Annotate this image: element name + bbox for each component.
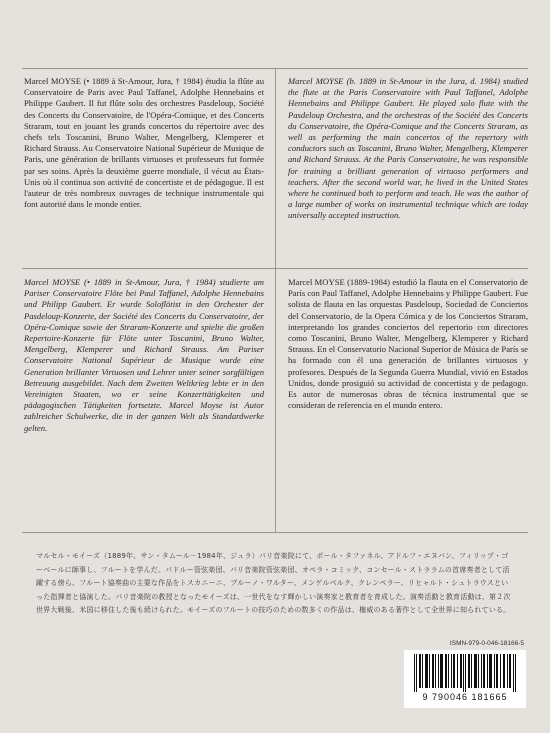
barcode-number: 9 790046 181665 xyxy=(422,692,508,702)
japanese-biography: マルセル・モイーズ（1889年、サン・タムール－1984年、ジュラ）パリ音楽院にて、ポール・タファネル、アドルフ・エヌバン、フィリップ・ゴーベールに師事し、フルートを学んだ。パドルー管弦楽団、パリ音楽院管弦楽団、オペラ・コミック、コンセール・ストララムの首席奏者として活躍する傍ら、フルート協奏曲の主要な作品をトスカニーニ、ブルーノ・ワルター、メンゲルベルク、クレンペラー、リヒャルト・シュトラウスといった指揮者と協演した。パリ音楽院の教授となったモイーズは、一世代をなす輝かしい演奏家と教育者を育成した。演奏活動と教育活動は、第２次世界大戦後、米国に移住した後も続けられた。モイーズのフルートの技巧のための数多くの作品は、権威のある著作として全世界に知られている。 xyxy=(36,552,511,615)
spanish-biography: Marcel MOYSE (1889-1984) estudió la flauta en el Conservatorio de París con Paul Taffanel, Adolphe Hennebains y Philippe Gaubert. Fue solista de flauta en las orquestas Pasdeloup, Sociedad de Conciertos del Conservatorio, de la Opera Cómica y de los Conciertos Straram, interpretando los grandes conciertos del repertorio con directores como Toscanini, Bruno Walter, Mengelberg, Klemperer y Richard Strauss. En el Conservatorio Nacional Superior de Música de París se ha formado con él una generación de brillantes virtuosos y profesores. Después de la Segunda Guerra Mundial, vivió en Estados Unidos, donde prosiguió su actividad de concertista y de pedagogo. Es autor de numerosas obras de técnica instrumental que se consideran de referencia en el mundo entero. xyxy=(288,277,528,411)
french-biography: Marcel MOYSE (• 1889 à St-Amour, Jura, † 1984) étudia la flûte au Conservatoire de Paris avec Paul Taffanel, Adolphe Hennebains et Philippe Gaubert. Il fut flûte solo des orchestres Pasdeloup, Société des Concerts du Conservatoire, de l'Opéra-Comique, et des Concerts Straram, tout en jouant les grands concertos du répertoire avec des chefs tels Toscanini, Bruno Walter, Mengelberg, Klemperer et Richard Strauss. Au Conservatoire National Supérieur de Musique de Paris, une génération de brillants virtuoses et professeurs fut formée par ses soins. Après la deuxième guerre mondiale, il vécut au États-Unis où il continua son activité de concertiste et de pédagogue. Il est l'auteur de très nombreux ouvrages de technique instrumentale qui font autorité dans le monde entier. xyxy=(24,76,264,210)
divider-lower xyxy=(22,532,528,533)
barcode-box xyxy=(404,650,526,708)
ismn-label: ISMN-979-0-046-18166-5 xyxy=(449,640,524,647)
barcode-image xyxy=(412,654,518,692)
german-biography: Marcel MOYSE (• 1889 in St-Amour, Jura, † 1984) studierte am Pariser Conservatoire Flöte bei Paul Taffanel, Adolphe Hennebains und Philipp Gaubert. Er wurde Soloflötist in den Orchester der Pasdeloup-Konzerte, der Société des Concerts du Conservatoire, der Opéra-Comique sowie der Straram-Konzerte und spielte die großen Repertoire-Konzerte für Flöte unter Toscanini, Bruno Walter, Mengelberg, Klemperer und Richard Strauss. Am Pariser Conservatoire National Supérieur de Musique wurde eine Generation brillanter Virtuosen und Lehrer unter seiner sorgfältigen Betreuung ausgebildet. Nach dem Zweiten Weltkrieg lebte er in den Vereinigten Staaten, wo er seine Konzerttätigkeiten und pädagogischen Tätigkeiten fortsetzte. Marcel Moyse ist Autor zahlreicher Schulwerke, die in der ganzen Welt als Standardwerke gelten. xyxy=(24,277,264,433)
english-biography: Marcel MOYSE (b. 1889 in St-Amour in the Jura, d. 1984) studied the flute at the Paris Conservatoire with Paul Taffanel, Adolphe Hennebains and Philippe Gaubert. He played solo flute with the Pasdeloup Orchestra, and the orchestras of the Société des Concerts du Conservatoire, the Opéra-Comique and the Concerts Straram, as well as performing the main concertos of the repertory with conductors such as Toscanini, Bruno Walter, Mengelberg, Klemperer and Richard Strauss. At the Paris Conservatoire, he was responsible for training a brilliant generation of virtuoso performers and teachers. After the second world war, he lived in the United States where he continued both to perform and teach. He was the author of a large number of works on instrumental technique which are today universally accepted instruction. xyxy=(288,76,528,221)
divider-vertical xyxy=(275,68,276,532)
